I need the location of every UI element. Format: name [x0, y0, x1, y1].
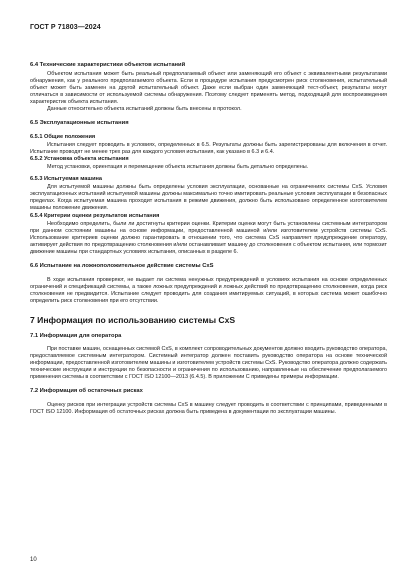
- section-6-5-4-paragraph: Необходимо определить, были ли достигнуты критерии оценки. Критерии оценки могут быть установлены системным интегратором при данном состоянии машины на основе информации, предоставленной машиной и/или изготовителем устройств системы CxS. Использование критериев оценки должно гарантировать в отношении того, что система CxS направляет предупреждение оператору, активирует действия по предотвращению столкновения и/или останавливает машину до столкновения с объектом испытания, или тормозит движение машины при стандартных условиях испытания, описанных в разделе 6.: [30, 220, 387, 255]
- section-7-2-heading: 7.2 Информация об остаточных рисках: [30, 388, 143, 395]
- section-6-5-4-heading: 6.5.4 Критерии оценки результатов испытания: [30, 212, 160, 219]
- section-6-5-1-heading: 6.5.1 Общие положения: [30, 133, 96, 140]
- section-6-6-paragraph: В ходе испытания проверяют, не выдает ли система ненужных предупреждений в условиях испытания на основе определенных ограничений и спецификаций системы, а также ложных предупреждений и ложных действий по предотвращению столкновения, когда риск столкновения не предвидится. Испытание следует проводить для создания имитируемых ситуаций, в которых система может ошибочно определить риск столкновения при его отсутствии.: [30, 276, 387, 304]
- document-body: [30, 62, 387, 416]
- document-number: ГОСТ Р 71803—2024: [30, 24, 101, 31]
- section-6-4-paragraph-2: Данные относительно объекта испытаний должны быть внесены в протокол.: [47, 106, 242, 113]
- section-6-5-3-paragraph: Для испытуемой машины должны быть определены условия эксплуатации, основанные на ограничениях системы CxS. Условия эксплуатационных испытаний испытуемой машины должны максимально точно имитировать реальные условия эксплуатации в безопасных пределах. Когда испытуемая машина проходит испытания в режиме движения, должно быть использовано определенное изготовителем машины положение движения.: [30, 184, 387, 212]
- section-6-5-3-heading: 6.5.3 Испытуемая машина: [30, 176, 102, 183]
- section-7-2-paragraph: Оценку рисков при интеграции устройств системы CxS в машину следует проводить в соответствии с принципами, приведенными в ГОСТ ISO 12100. Информация об остаточных рисках должна быть приведена в документации по эксплуатации машины.: [30, 401, 387, 415]
- section-7-1-paragraph: При поставке машин, оснащенных системой CxS, в комплект сопроводительных документов должно входить руководство оператора, предоставляемое системным интегратором. Системный интегратор должен поставить руководство оператора на основе технической информации, предоставленной изготовителем машины и изготовителем устройств системы CxS. Руководство оператора должно содержать технические инструкции и инструкции по безопасности и ограничения по использованию, направленные на обеспечение предполагаемого применения системы в соответствии с ГОСТ ISO 12100—2013 (6.4.5). В приложении С приведены примеры информации.: [30, 346, 387, 381]
- section-6-5-1-paragraph: Испытания следует проводить в условиях, определенных в 6.5. Результаты должны быть зарегистрированы для включения в отчет. Испытание проводят не менее трех раз для каждого условия испытания, как указано в 6.3 и 6.4.: [30, 142, 387, 156]
- section-6-5-2-heading: 6.5.2 Установка объекта испытания: [30, 156, 129, 163]
- section-6-4-paragraph-1: Объектом испытания может быть реальный предполагаемый объект или заменяющий его объект с эквивалентными результатами обнаружения, как у реального предполагаемого объекта. Если в процедуре испытания предусмотрен риск столкновения, испытательный объект может быть заменен на другой испытательный объект. Даже если выбран один заменяющий тест-объект, результаты могут отличаться в зависимости от используемой системы обнаружения. Поэтому следует применять метод, подходящий для воспроизведения характеристик объекта испытания.: [30, 71, 387, 106]
- section-6-4-heading: 6.4 Технические характеристики объектов испытаний: [30, 62, 186, 68]
- section-6-5-heading: 6.5 Эксплуатационные испытания: [30, 120, 129, 127]
- section-6-6-heading: 6.6 Испытание на ложноположительное действие системы CxS: [30, 263, 214, 270]
- section-7-1-heading: 7.1 Информация для оператора: [30, 332, 122, 339]
- section-7-heading: 7 Информация по использованию системы CxS: [30, 314, 236, 325]
- page-number: 10: [30, 557, 37, 563]
- section-6-5-2-paragraph: Метод установки, ориентация и перемещение объекта испытания должны быть детально определены.: [47, 164, 309, 171]
